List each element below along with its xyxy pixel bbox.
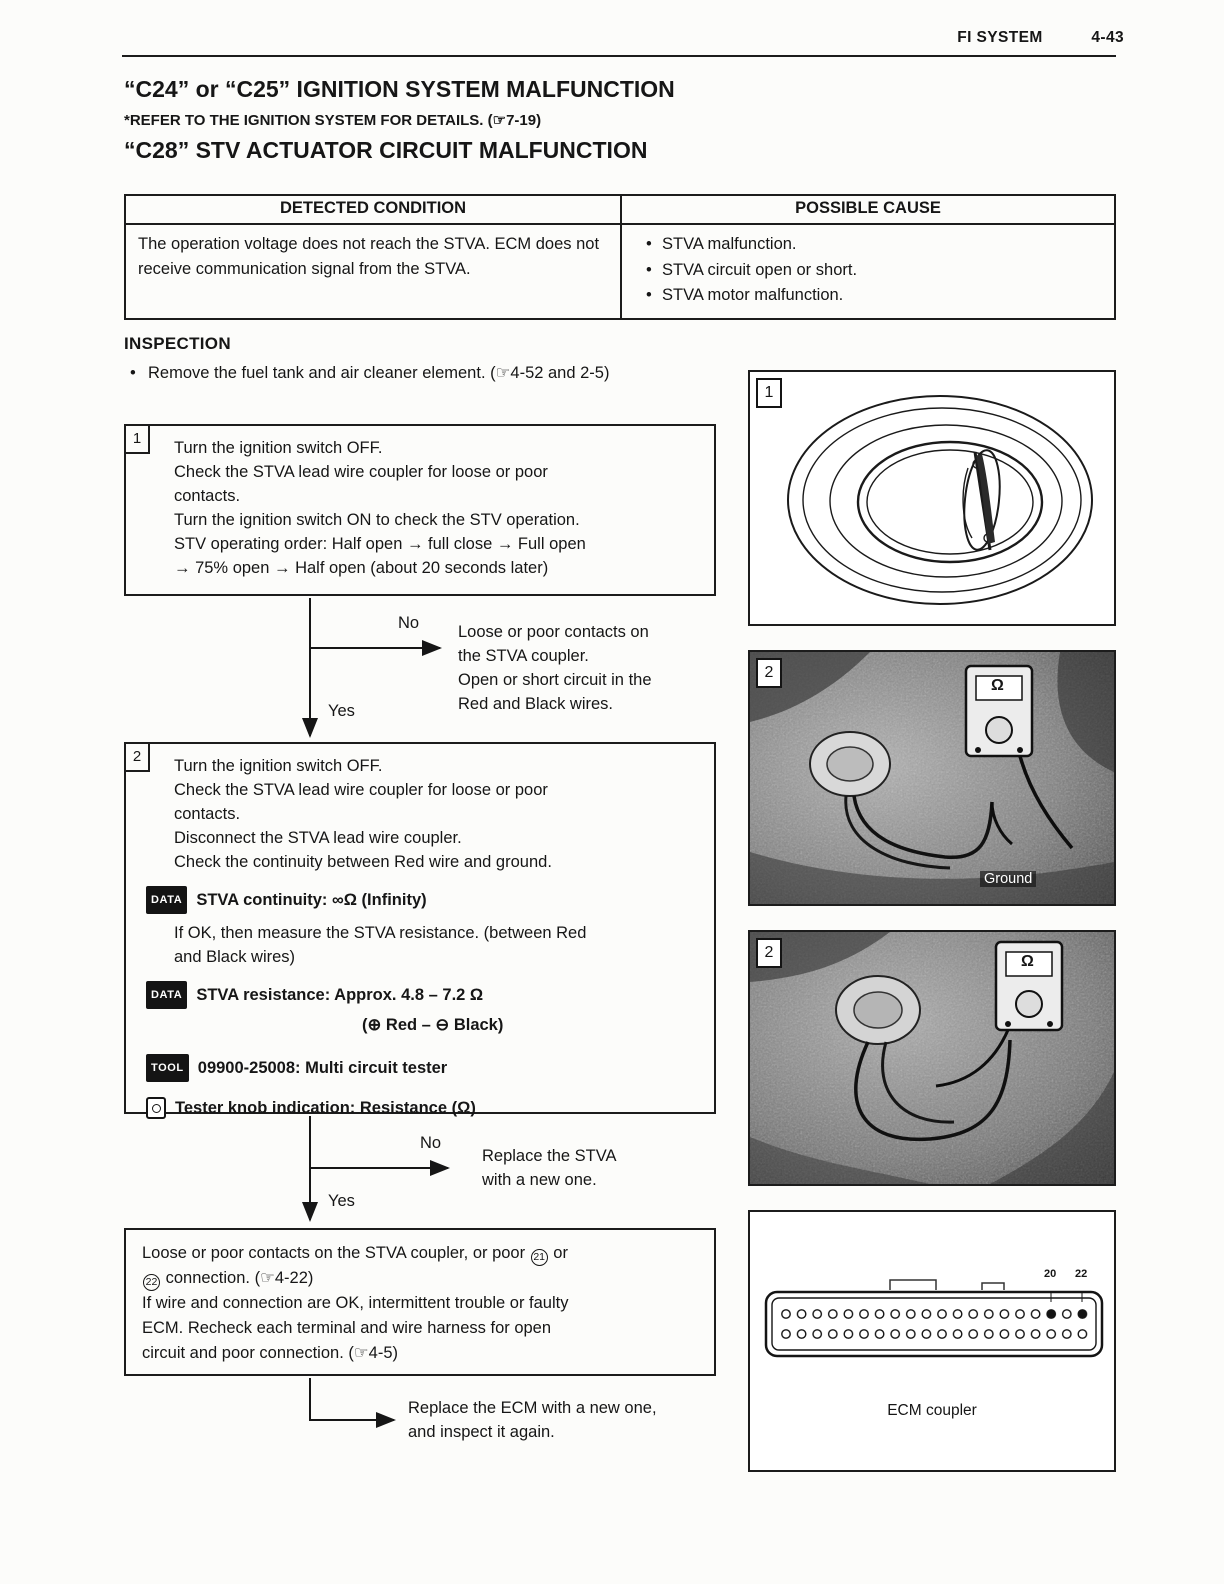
text-line: Open or short circuit in the [458, 671, 652, 689]
text-line: Check the continuity between Red wire and ground. [174, 853, 552, 871]
tool-spec-row [146, 1054, 700, 1082]
tester-knob-icon [146, 1097, 166, 1119]
list-item: • STVA motor malfunction. [644, 283, 1102, 309]
stva-coupler-blob [810, 732, 890, 796]
branch2-no-label: No [420, 1134, 442, 1152]
detected-condition-cell: The operation voltage does not reach the STVA. ECM does not receive communication signal from the STVA. [138, 235, 600, 278]
data-badge: DATA [146, 886, 187, 914]
text-line: and Black wires) [174, 948, 296, 966]
text-line: Disconnect the STVA lead wire coupler. [174, 829, 462, 847]
text-line: ECM. Recheck each terminal and wire harness for open [142, 1319, 552, 1337]
text-line: Red and Black wires. [458, 695, 613, 713]
list-item: • STVA circuit open or short. [644, 258, 1102, 284]
multimeter-ohm-reading: Ω [1021, 953, 1034, 970]
inspection-bullet: • Remove the fuel tank and air cleaner element. (☞4-52 and 2-5) [128, 362, 728, 386]
text-line: Check the STVA lead wire coupler for loose or poor [174, 463, 548, 481]
table-header-detected-condition: DETECTED CONDITION [279, 199, 467, 217]
pin-22-label: 22 [1075, 1268, 1088, 1280]
ecm-coupler-drawing [750, 1212, 1114, 1470]
flow-step2-box [124, 742, 716, 1117]
subtitle-refer: *REFER TO THE IGNITION SYSTEM FOR DETAILS. (☞7-19) [124, 112, 542, 129]
diagnosis-table [124, 194, 1116, 320]
possible-cause-cell [620, 225, 1114, 318]
text-line: Turn the ignition switch ON to check the STV operation. [174, 511, 580, 529]
text-fragment: connection. (☞4-22) [165, 1269, 314, 1287]
text-line: contacts. [174, 805, 241, 823]
possible-cause-list [634, 232, 1102, 309]
text-line: If wire and connection are OK, intermittent trouble or faulty [142, 1294, 569, 1312]
table-body-row [126, 225, 1114, 318]
flow-step1-box [124, 424, 716, 596]
text-line: and inspect it again. [408, 1423, 555, 1441]
header-rule [122, 55, 1116, 57]
tester-knob-spec: Tester knob indication: Resistance (Ω) [175, 1099, 476, 1117]
text-line: Replace the ECM with a new one, [408, 1399, 657, 1417]
text-line: Turn the ignition switch OFF. [174, 757, 383, 775]
page-header [957, 29, 1124, 47]
circled-terminal-22: 22 [143, 1274, 160, 1291]
pin-20-label: 20 [1044, 1268, 1057, 1280]
text-line [142, 1241, 698, 1266]
data-spec-row [146, 981, 700, 1009]
text-fragment: Loose or poor contacts on the STVA coupler, or poor [142, 1244, 526, 1262]
branch1-no-result [458, 620, 718, 716]
data-badge: DATA [146, 981, 187, 1009]
branch1-yes-label: Yes [328, 702, 355, 720]
resistance-note [174, 921, 700, 969]
header-page-number: 4-43 [1091, 29, 1124, 46]
text-line: STV operating order: Half open → full close → Full open [174, 535, 586, 553]
branch2-yes-label: Yes [328, 1192, 355, 1210]
text-line: Check the STVA lead wire coupler for loose or poor [174, 781, 548, 799]
stva-resistance-spec: STVA resistance: Approx. 4.8 – 7.2 Ω [196, 986, 484, 1004]
text-line: If OK, then measure the STVA resistance. (between Red [174, 924, 587, 942]
continuity-check-photo [750, 652, 1114, 904]
tool-spec: 09900-25008: Multi circuit tester [197, 1059, 448, 1077]
list-item: • STVA malfunction. [644, 232, 1102, 258]
step1-number-tab: 1 [124, 424, 150, 454]
circled-terminal-21: 21 [531, 1249, 548, 1266]
multimeter-ohm-reading: Ω [991, 677, 1004, 694]
tool-badge: TOOL [146, 1054, 189, 1082]
flow-step3-box [124, 1228, 716, 1376]
figure2-number-tab: 2 [756, 658, 782, 688]
header-section-title: FI SYSTEM [957, 29, 1043, 46]
title-c28: “C28” STV ACTUATOR CIRCUIT MALFUNCTION [124, 137, 648, 163]
inspection-heading: INSPECTION [124, 334, 231, 353]
tester-spec-row [146, 1096, 700, 1120]
table-header-possible-cause: POSSIBLE CAUSE [620, 196, 1114, 223]
text-line: → 75% open → Half open (about 20 seconds later) [174, 559, 549, 577]
text-line: circuit and poor connection. (☞4-5) [142, 1344, 398, 1362]
text-line: Replace the STVA [482, 1147, 617, 1165]
figure-ecm-coupler [748, 1210, 1116, 1472]
text-line: contacts. [174, 487, 241, 505]
figure1-number-tab: 1 [756, 378, 782, 408]
figure-throttle-body [748, 370, 1116, 626]
table-header-row [126, 196, 1114, 225]
stva-coupler-blob [836, 976, 920, 1044]
stva-resistance-polarity: (⊕ Red – ⊖ Black) [362, 1016, 504, 1034]
final-result-text [408, 1396, 748, 1444]
step2-number-tab: 2 [124, 742, 150, 772]
text-line: Turn the ignition switch OFF. [174, 439, 383, 457]
figure-resistance-check [748, 930, 1116, 1186]
resistance-check-photo [750, 932, 1114, 1184]
text-fragment: or [553, 1244, 568, 1262]
figure-continuity-check [748, 650, 1116, 906]
branch2-no-result [482, 1144, 712, 1192]
text-line: with a new one. [482, 1171, 597, 1189]
figure3-number-tab: 2 [756, 938, 782, 968]
data-spec-row [146, 886, 700, 914]
stva-continuity-spec: STVA continuity: ∞Ω (Infinity) [196, 891, 427, 909]
text-line: Loose or poor contacts on [458, 623, 649, 641]
text-line [142, 1266, 698, 1291]
ground-label: Ground [980, 871, 1036, 887]
title-c24-c25: “C24” or “C25” IGNITION SYSTEM MALFUNCTION [124, 76, 675, 102]
branch1-no-label: No [398, 614, 420, 632]
text-line: the STVA coupler. [458, 647, 589, 665]
figure4-caption: ECM coupler [887, 1402, 977, 1419]
throttle-body-drawing [750, 372, 1114, 624]
